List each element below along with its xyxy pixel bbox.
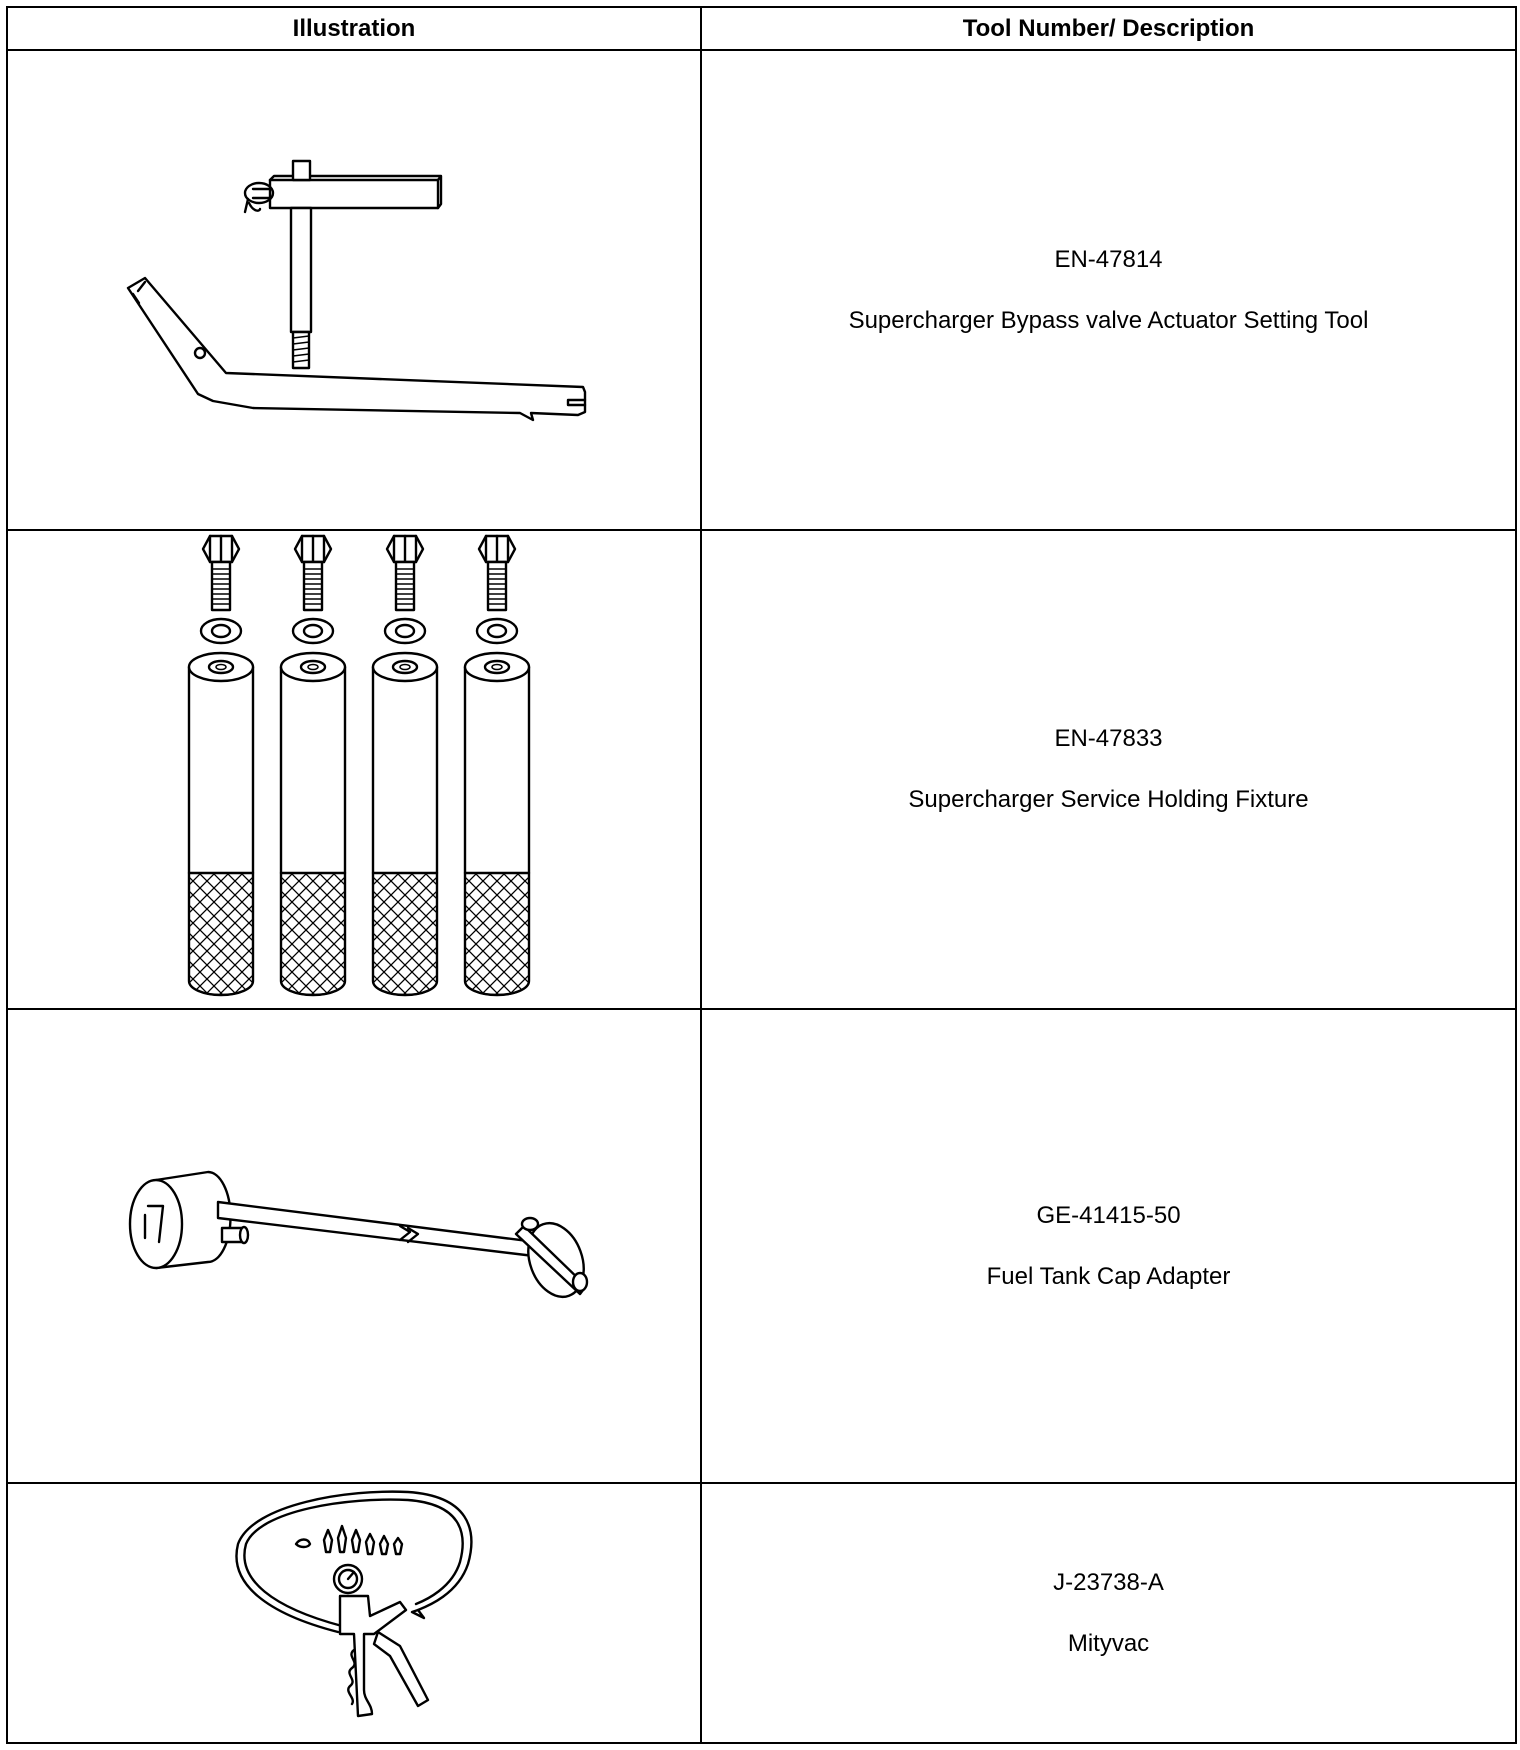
tool-description: Supercharger Bypass valve Actuator Setting Tool — [848, 306, 1369, 334]
fuel-tank-cap-adapter-icon — [8, 1010, 702, 1482]
tool-description: Mityvac — [1067, 1629, 1150, 1657]
description-cell — [701, 1009, 1516, 1483]
illustration-cell — [7, 50, 701, 530]
table-row — [7, 1483, 1516, 1743]
tool-number: EN-47814 — [1054, 245, 1163, 273]
description-column-header: Tool Number/ Description — [701, 7, 1516, 50]
bypass-valve-setting-tool-icon — [8, 51, 702, 529]
tool-description: Fuel Tank Cap Adapter — [986, 1262, 1231, 1290]
description-cell — [701, 50, 1516, 530]
holding-fixture-icon — [8, 531, 702, 1008]
table-row — [7, 1009, 1516, 1483]
tool-description: Supercharger Service Holding Fixture — [908, 786, 1309, 813]
description-cell — [701, 1483, 1516, 1743]
illustration-cell — [7, 530, 701, 1009]
illustration-column-header: Illustration — [7, 7, 701, 50]
tool-number: GE-41415-50 — [1036, 1201, 1181, 1229]
table-row — [7, 50, 1516, 530]
tool-number: EN-47833 — [1054, 725, 1163, 752]
tool-number: J-23738-A — [1053, 1568, 1164, 1596]
mityvac-vacuum-pump-icon — [8, 1484, 702, 1742]
description-cell — [701, 530, 1516, 1009]
table-header-row — [7, 7, 1516, 50]
illustration-cell — [7, 1483, 701, 1743]
illustration-cell — [7, 1009, 701, 1483]
table-row — [7, 530, 1516, 1009]
special-tools-table — [6, 6, 1517, 1744]
